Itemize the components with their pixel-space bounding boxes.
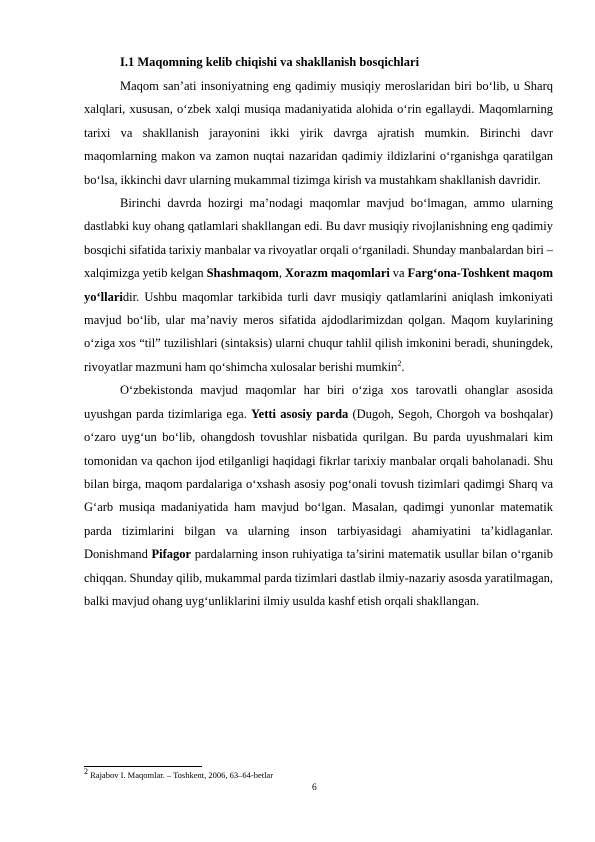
paragraph-3-text-a: O‘zbekistonda mavjud maqomlar har biri o‘ziga xos tarovatli ohanglar asosida uyushgan parda tizimlariga ega. (84, 383, 553, 421)
footnote-number: 2 (84, 767, 88, 777)
page-number: 6 (312, 783, 317, 793)
paragraph-3-text-c: (Dugoh, Segoh, Chorgoh va boshqalar) o‘zaro uyg‘un bo‘lib, ohangdosh tovushlar nisbatida qurilgan. Bu parda uyushmalari kim tomonidan va qachon ijod etilganligi haqidagi fikrlar tarixiy manbalar orqali baholanadi. Shu bilan birga, maqom pardalariga o‘xshash asosiy pog‘onali tovush tizimlari qadimgi Sharq va G‘arb musiqa madaniyatida ham mavjud bo‘lgan. Masalan, qadimgi yunonlar matematik parda tizimlarini bilgan va ularning inson tarbiyasidagi ahamiyatini ta’kidlaganlar. Donishmand (84, 406, 553, 562)
paragraph-2-text-e: dir. Ushbu maqomlar tarkibida turli davr musiqiy qatlamlarini aniqlash imkoniyati mavjud bo‘lib, ular ma’naviy meros sifatida ajdodlarimizdan qolgan. Maqom kuylarining o‘ziga xos “til” tuzilishlari (sintaksis) ularni chuqur tahlil qilish imkonini beradi, shuningdek, rivoyatlar mazmuni ham qo‘shimcha xulosalar berishi mumkin (84, 289, 553, 374)
term-yetti-asosiy-parda: Yetti asosiy parda (251, 406, 349, 421)
term-shashmaqom: Shashmaqom (206, 266, 279, 281)
footnote-text: Rajabov I. Maqomlar. – Toshkent, 2006, 63–64-betlar (88, 770, 274, 780)
term-fargona-toshkent: Farg‘ona-Toshkent maqom yo‘llari (84, 266, 554, 304)
term-pifagor: Pifagor (151, 547, 192, 562)
footnote-reference[interactable]: 2 (397, 358, 402, 368)
footnote (84, 767, 274, 781)
paragraph-2-text-a: Birinchi davrda hozirgi ma’nodagi maqomlar mavjud bo‘lmagan, ammo ularning dastlabki kuy ohang qatlamlari shakllangan edi. Bu davr musiqiy rivojlanishning eng qadimiy bosqichi sifatida tarixiy manbalar va rivoyatlar orqali o‘rganiladi. Shunday manbalardan biri – xalqimizga yetib kelgan (84, 196, 553, 281)
footnote-divider (84, 766, 202, 767)
term-xorazm-maqomlari: Xorazm maqomlari (284, 266, 390, 281)
document-body (84, 52, 553, 613)
paragraph-3 (84, 379, 553, 613)
section-heading: I.1 Maqomning kelib chiqishi va shakllanish bosqichlari (120, 55, 420, 69)
paragraph-3-text-d: pardalarning inson ruhiyatiga ta’sirini matematik usullar bilan o‘rganib chiqqan. Shunday qilib, mukammal parda tizimlari dastlab ilmiy-nazariy asosda yaratilmagan, balki mavjud ohang uyg‘unliklarini ilmiy usulda kashf etish orqali shakllangan. (84, 547, 553, 608)
paragraph-2-text-c: , (278, 266, 285, 281)
paragraph-2 (84, 192, 553, 379)
paragraph-2-text-f: . (401, 359, 405, 374)
paragraph-2-text-d: va (389, 266, 408, 281)
paragraph-1: Maqom san’ati insoniyatning eng qadimiy musiqiy meroslaridan biri bo‘lib, u Sharq xalqlari, xususan, o‘zbek xalqi musiqa madaniyatida alohida o‘rin egallaydi. Maqomlarning tarixi va shakllanish jarayonini ikki yirik davrga ajratish mumkin. Birinchi davr maqomlarning makon va zamon nuqtai nazaridan qadimiy ildizlarini o‘rganishga qaratilgan bo‘lsa, ikkinchi davr ularning mukammal tizimga kirish va mustahkam shakllanish davridir. (84, 79, 553, 187)
